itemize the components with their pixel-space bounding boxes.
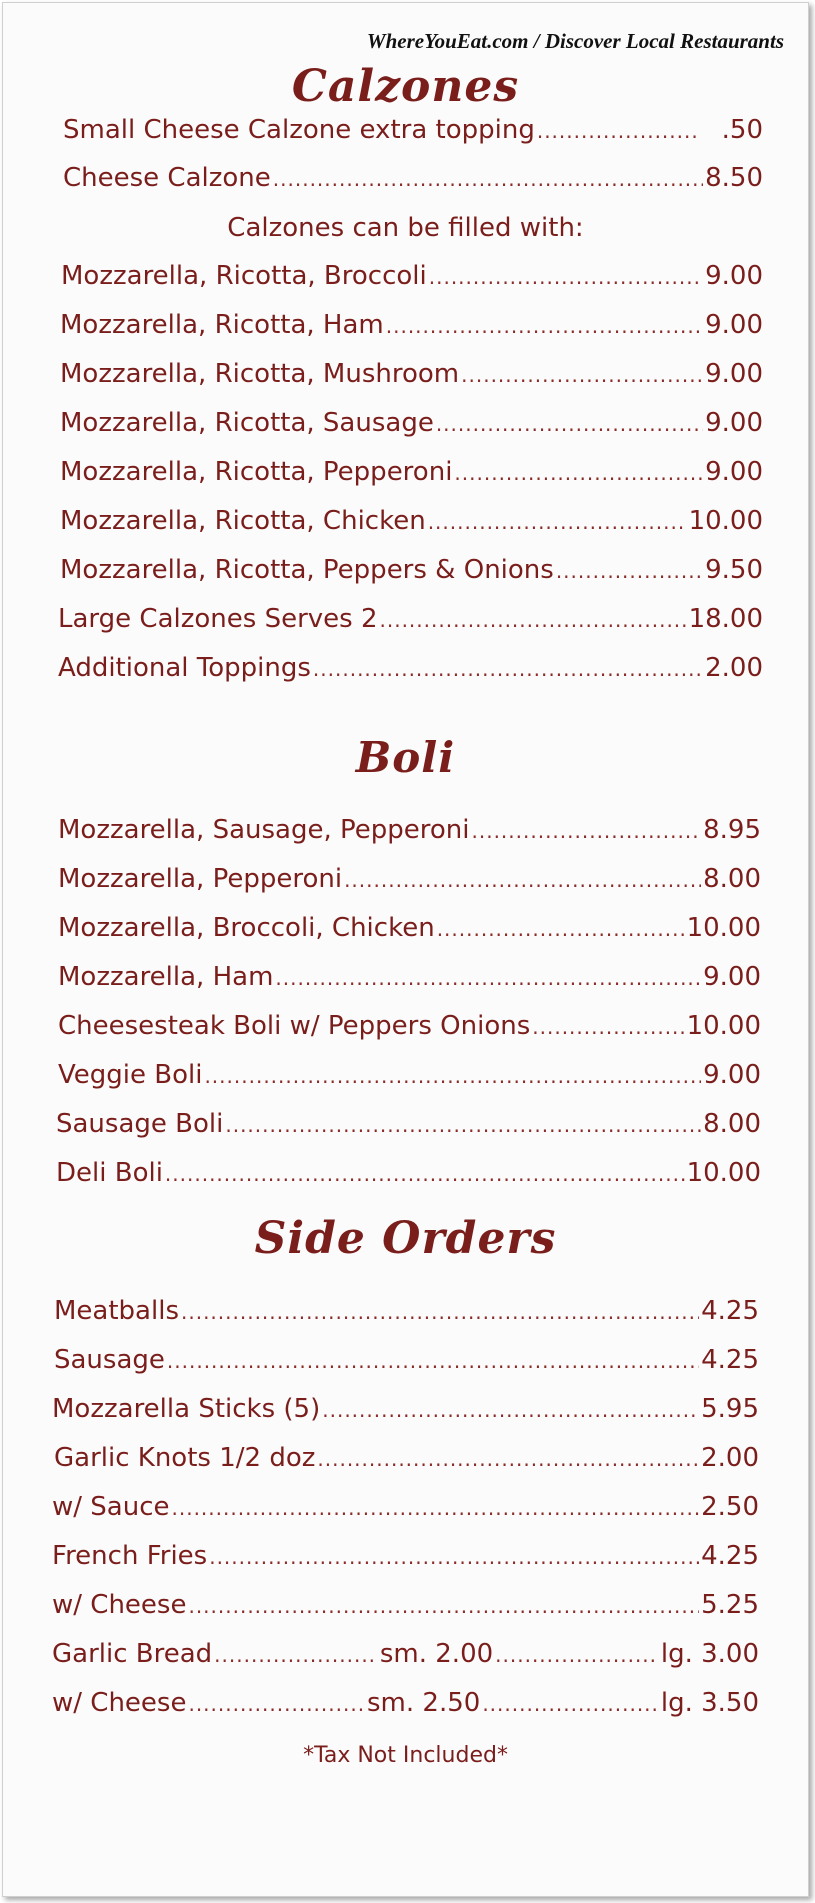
dot-leader bbox=[188, 1692, 365, 1716]
item-price: 2.00 bbox=[705, 653, 763, 683]
dot-leader bbox=[344, 868, 701, 892]
item-label: Large Calzones Serves 2 bbox=[58, 604, 378, 634]
menu-item bbox=[61, 261, 763, 307]
menu-item bbox=[54, 1443, 759, 1489]
item-price: 5.25 bbox=[701, 1590, 759, 1620]
item-label: Mozzarella Sticks (5) bbox=[52, 1394, 321, 1424]
menu-item bbox=[58, 864, 761, 910]
item-price: 10.00 bbox=[686, 913, 761, 943]
item-label: w/ Sauce bbox=[52, 1492, 170, 1522]
tax-note: *Tax Not Included* bbox=[303, 1743, 508, 1768]
item-price: 10.00 bbox=[686, 1158, 761, 1188]
item-label: Mozzarella, Ricotta, Sausage bbox=[60, 408, 434, 438]
dot-leader bbox=[537, 119, 696, 143]
item-label: Mozzarella, Ham bbox=[58, 962, 274, 992]
dot-leader bbox=[225, 1113, 701, 1137]
item-label: Small Cheese Calzone extra topping bbox=[63, 115, 535, 145]
boli-heading: Boli bbox=[355, 733, 456, 782]
menu-item bbox=[58, 653, 763, 699]
item-label: Meatballs bbox=[54, 1296, 179, 1326]
dot-leader bbox=[495, 1643, 659, 1667]
menu-item bbox=[52, 1541, 759, 1587]
menu-item bbox=[58, 913, 761, 959]
dot-leader bbox=[181, 1300, 699, 1324]
item-label: Additional Toppings bbox=[58, 653, 311, 683]
menu-item bbox=[60, 310, 763, 356]
item-price: 4.25 bbox=[701, 1345, 759, 1375]
item-label: Mozzarella, Ricotta, Ham bbox=[60, 310, 384, 340]
item-label: Sausage bbox=[54, 1345, 165, 1375]
menu-page bbox=[2, 2, 809, 1897]
item-label: Sausage Boli bbox=[56, 1109, 224, 1139]
item-price: 9.00 bbox=[703, 1060, 761, 1090]
dot-leader bbox=[172, 1496, 700, 1520]
item-price: 8.00 bbox=[703, 864, 761, 894]
dot-leader bbox=[313, 657, 703, 681]
dot-leader bbox=[188, 1594, 699, 1618]
item-price: 9.50 bbox=[705, 555, 763, 585]
menu-item bbox=[60, 506, 763, 552]
menu-item bbox=[52, 1590, 759, 1636]
menu-item bbox=[63, 115, 763, 161]
dot-leader bbox=[436, 412, 703, 436]
dot-leader bbox=[165, 1162, 685, 1186]
item-price: 9.00 bbox=[705, 310, 763, 340]
item-price: 9.00 bbox=[703, 962, 761, 992]
side-orders-heading: Side Orders bbox=[254, 1213, 557, 1264]
dot-leader bbox=[273, 167, 703, 191]
item-price: 10.00 bbox=[688, 506, 763, 536]
item-price: 2.50 bbox=[701, 1492, 759, 1522]
menu-item bbox=[52, 1394, 759, 1440]
dot-leader bbox=[472, 819, 702, 843]
dot-leader bbox=[461, 363, 703, 387]
dot-leader bbox=[204, 1064, 701, 1088]
item-label: Mozzarella, Ricotta, Chicken bbox=[60, 506, 426, 536]
item-label: Garlic Knots 1/2 doz bbox=[54, 1443, 316, 1473]
dot-leader bbox=[454, 461, 703, 485]
item-price: 2.00 bbox=[701, 1443, 759, 1473]
dot-leader bbox=[317, 1447, 699, 1471]
item-label: Mozzarella, Ricotta, Mushroom bbox=[60, 359, 460, 389]
dot-leader bbox=[482, 1692, 659, 1716]
dot-leader bbox=[429, 265, 703, 289]
menu-item bbox=[54, 1345, 759, 1391]
item-label: w/ Cheese bbox=[52, 1688, 187, 1718]
item-price-large: lg. 3.00 bbox=[660, 1639, 759, 1669]
menu-item-two-size bbox=[52, 1688, 759, 1734]
dot-leader bbox=[380, 608, 687, 632]
item-label: Veggie Boli bbox=[58, 1060, 203, 1090]
menu-item bbox=[58, 1060, 761, 1106]
item-price-small: sm. 2.50 bbox=[367, 1688, 481, 1718]
item-price: 4.25 bbox=[701, 1541, 759, 1571]
menu-item bbox=[60, 408, 763, 454]
item-label: Mozzarella, Ricotta, Peppers & Onions bbox=[60, 555, 554, 585]
menu-item bbox=[58, 962, 761, 1008]
item-label: w/ Cheese bbox=[52, 1590, 187, 1620]
dot-leader bbox=[428, 510, 687, 534]
item-label: Cheese Calzone bbox=[63, 163, 271, 193]
menu-item-two-size bbox=[52, 1639, 759, 1685]
item-price: .50 bbox=[721, 115, 763, 145]
item-price: 9.00 bbox=[705, 457, 763, 487]
item-price: 9.00 bbox=[705, 261, 763, 291]
item-price: 9.00 bbox=[705, 408, 763, 438]
dot-leader bbox=[437, 917, 685, 941]
watermark-text: WhereYouEat.com / Discover Local Restaurants bbox=[366, 29, 784, 53]
item-label: Mozzarella, Ricotta, Broccoli bbox=[61, 261, 427, 291]
dot-leader bbox=[556, 559, 703, 583]
dot-leader bbox=[532, 1015, 684, 1039]
item-label: Mozzarella, Ricotta, Pepperoni bbox=[60, 457, 453, 487]
menu-item bbox=[56, 1158, 761, 1204]
item-price: 10.00 bbox=[686, 1011, 761, 1041]
dot-leader bbox=[167, 1349, 699, 1373]
menu-item bbox=[58, 1011, 761, 1057]
menu-item bbox=[60, 457, 763, 503]
dot-leader bbox=[275, 966, 701, 990]
menu-item bbox=[63, 163, 763, 209]
item-price: 8.00 bbox=[703, 1109, 761, 1139]
item-price: 8.50 bbox=[705, 163, 763, 193]
item-price: 5.95 bbox=[701, 1394, 759, 1424]
dot-leader bbox=[209, 1545, 699, 1569]
menu-item bbox=[58, 604, 763, 650]
item-price-large: lg. 3.50 bbox=[660, 1688, 760, 1718]
item-label: Mozzarella, Pepperoni bbox=[58, 864, 343, 894]
item-label: Deli Boli bbox=[56, 1158, 163, 1188]
menu-item bbox=[52, 1492, 759, 1538]
item-price: 4.25 bbox=[701, 1296, 759, 1326]
item-label: French Fries bbox=[52, 1541, 208, 1571]
item-price-small: sm. 2.00 bbox=[379, 1639, 494, 1669]
calzones-heading: Calzones bbox=[291, 61, 520, 112]
item-price: 8.95 bbox=[703, 815, 761, 845]
dot-leader bbox=[214, 1643, 378, 1667]
menu-item bbox=[54, 1296, 759, 1342]
item-label: Garlic Bread bbox=[52, 1639, 213, 1669]
menu-item bbox=[58, 815, 761, 861]
item-price: 18.00 bbox=[688, 604, 763, 634]
dot-leader bbox=[322, 1398, 699, 1422]
dot-leader bbox=[386, 314, 703, 338]
menu-item bbox=[60, 359, 763, 405]
item-label: Mozzarella, Sausage, Pepperoni bbox=[58, 815, 470, 845]
menu-item bbox=[60, 555, 763, 601]
item-label: Cheesesteak Boli w/ Peppers Onions bbox=[58, 1011, 531, 1041]
item-label: Mozzarella, Broccoli, Chicken bbox=[58, 913, 435, 943]
item-price: 9.00 bbox=[705, 359, 763, 389]
calzone-fillings-note: Calzones can be filled with: bbox=[227, 213, 584, 243]
menu-item bbox=[56, 1109, 761, 1155]
